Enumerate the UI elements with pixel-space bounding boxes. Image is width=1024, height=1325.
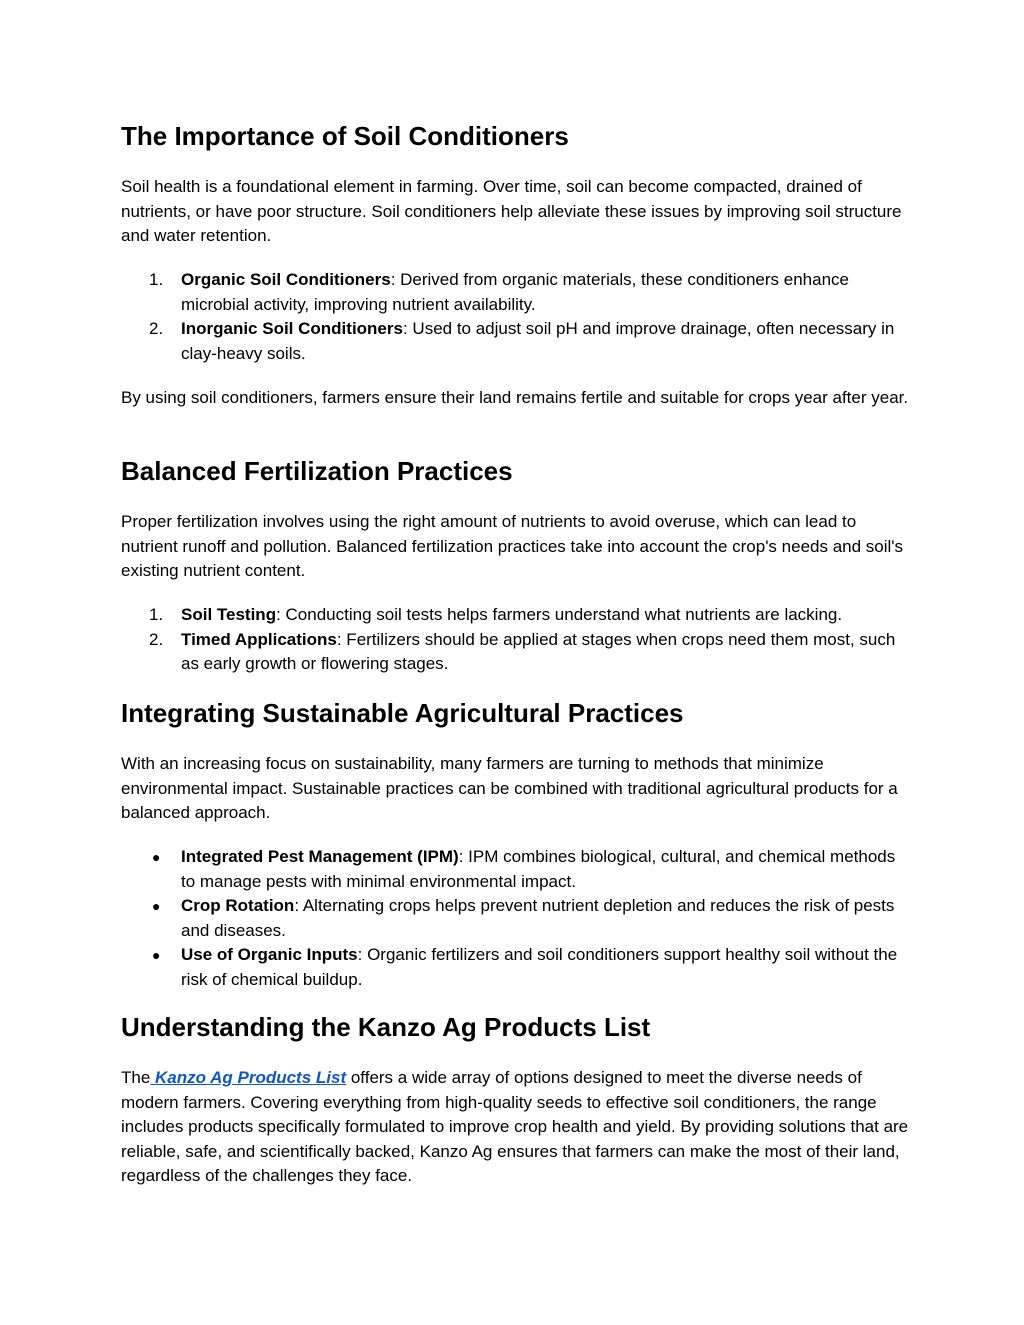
bullet-icon: ● xyxy=(152,849,161,865)
section-paragraph-kanzo-products xyxy=(121,1066,911,1189)
list-item xyxy=(121,628,911,677)
paragraph-body: offers a wide array of options designed to meet the diverse needs of modern farmers. Covering everything from high-quality seeds to effective soil conditioners, the range includes products specifically formulated to improve crop health and yield. By providing solutions that are reliable, safe, and scientifically backed, Kanzo Ag ensures that farmers can make the most of their land, regardless of the challenges they face. xyxy=(121,1068,909,1185)
section-heading-kanzo-products: Understanding the Kanzo Ag Products List xyxy=(121,1012,651,1042)
list-item xyxy=(121,894,911,943)
list-item-text: : IPM combines biological, cultural, and chemical methods to manage pests with minimal environmental impact. xyxy=(181,847,896,891)
list-number: 2. xyxy=(149,629,164,649)
list-number: 1. xyxy=(149,270,164,289)
list-item-text: : Fertilizers should be applied at stages when crops need them most, such as early growth or flowering stages. xyxy=(181,629,896,673)
list-item-text: : Alternating crops helps prevent nutrient depletion and reduces the risk of pests and diseases. xyxy=(181,896,895,940)
list-item xyxy=(121,845,911,894)
section-heading-soil-conditioners: The Importance of Soil Conditioners xyxy=(121,121,569,151)
section-heading-balanced-fertilization: Balanced Fertilization Practices xyxy=(121,456,513,486)
list-item-text: : Derived from organic materials, these conditioners enhance microbial activity, improving nutrient availability. xyxy=(181,270,849,314)
kanzo-products-link[interactable]: Kanzo Ag Products List xyxy=(150,1068,347,1087)
section-intro-sustainable-practices: With an increasing focus on sustainability, many farmers are turning to methods that minimize environmental impact. Sustainable practices can be combined with traditional agricultural products for a balanced approach. xyxy=(121,754,898,822)
list-item-text: : Organic fertilizers and soil conditioners support healthy soil without the risk of chemical buildup. xyxy=(181,945,898,989)
list-item-term: Use of Organic Inputs xyxy=(181,945,358,964)
list-item-term: Organic Soil Conditioners xyxy=(181,270,391,289)
list-item-term: Soil Testing xyxy=(181,605,277,624)
list-item-term: Integrated Pest Management (IPM) xyxy=(181,847,459,866)
list-item-term: Crop Rotation xyxy=(181,896,295,915)
list-number: 1. xyxy=(149,605,164,624)
list-item xyxy=(121,317,911,366)
soil-conditioner-list xyxy=(121,268,911,366)
section-intro-balanced-fertilization: Proper fertilization involves using the right amount of nutrients to avoid overuse, which can lead to nutrient runoff and pollution. Balanced fertilization practices take into account the crop's needs and soil's existing nutrient content. xyxy=(121,512,904,580)
list-number: 2. xyxy=(149,319,164,338)
list-item xyxy=(121,268,911,317)
sustainable-practices-list xyxy=(121,845,911,992)
list-item-term: Inorganic Soil Conditioners xyxy=(181,319,403,338)
list-item xyxy=(121,603,911,628)
list-item-term: Timed Applications xyxy=(181,629,337,649)
bullet-icon: ● xyxy=(152,947,161,963)
list-item-text: : Conducting soil tests helps farmers understand what nutrients are lacking. xyxy=(276,605,843,624)
bullet-icon: ● xyxy=(152,898,161,914)
section-outro-soil-conditioners: By using soil conditioners, farmers ensure their land remains fertile and suitable for crops year after year. xyxy=(121,388,909,407)
list-item xyxy=(121,943,911,992)
paragraph-lead: The xyxy=(121,1068,151,1087)
fertilization-list xyxy=(121,603,911,677)
section-intro-soil-conditioners: Soil health is a foundational element in farming. Over time, soil can become compacted, drained of nutrients, or have poor structure. Soil conditioners help alleviate these issues by improving soil structure and water retention. xyxy=(121,177,902,245)
section-heading-sustainable-practices: Integrating Sustainable Agricultural Practices xyxy=(121,698,684,728)
list-item-text: : Used to adjust soil pH and improve drainage, often necessary in clay-heavy soils. xyxy=(181,319,895,363)
